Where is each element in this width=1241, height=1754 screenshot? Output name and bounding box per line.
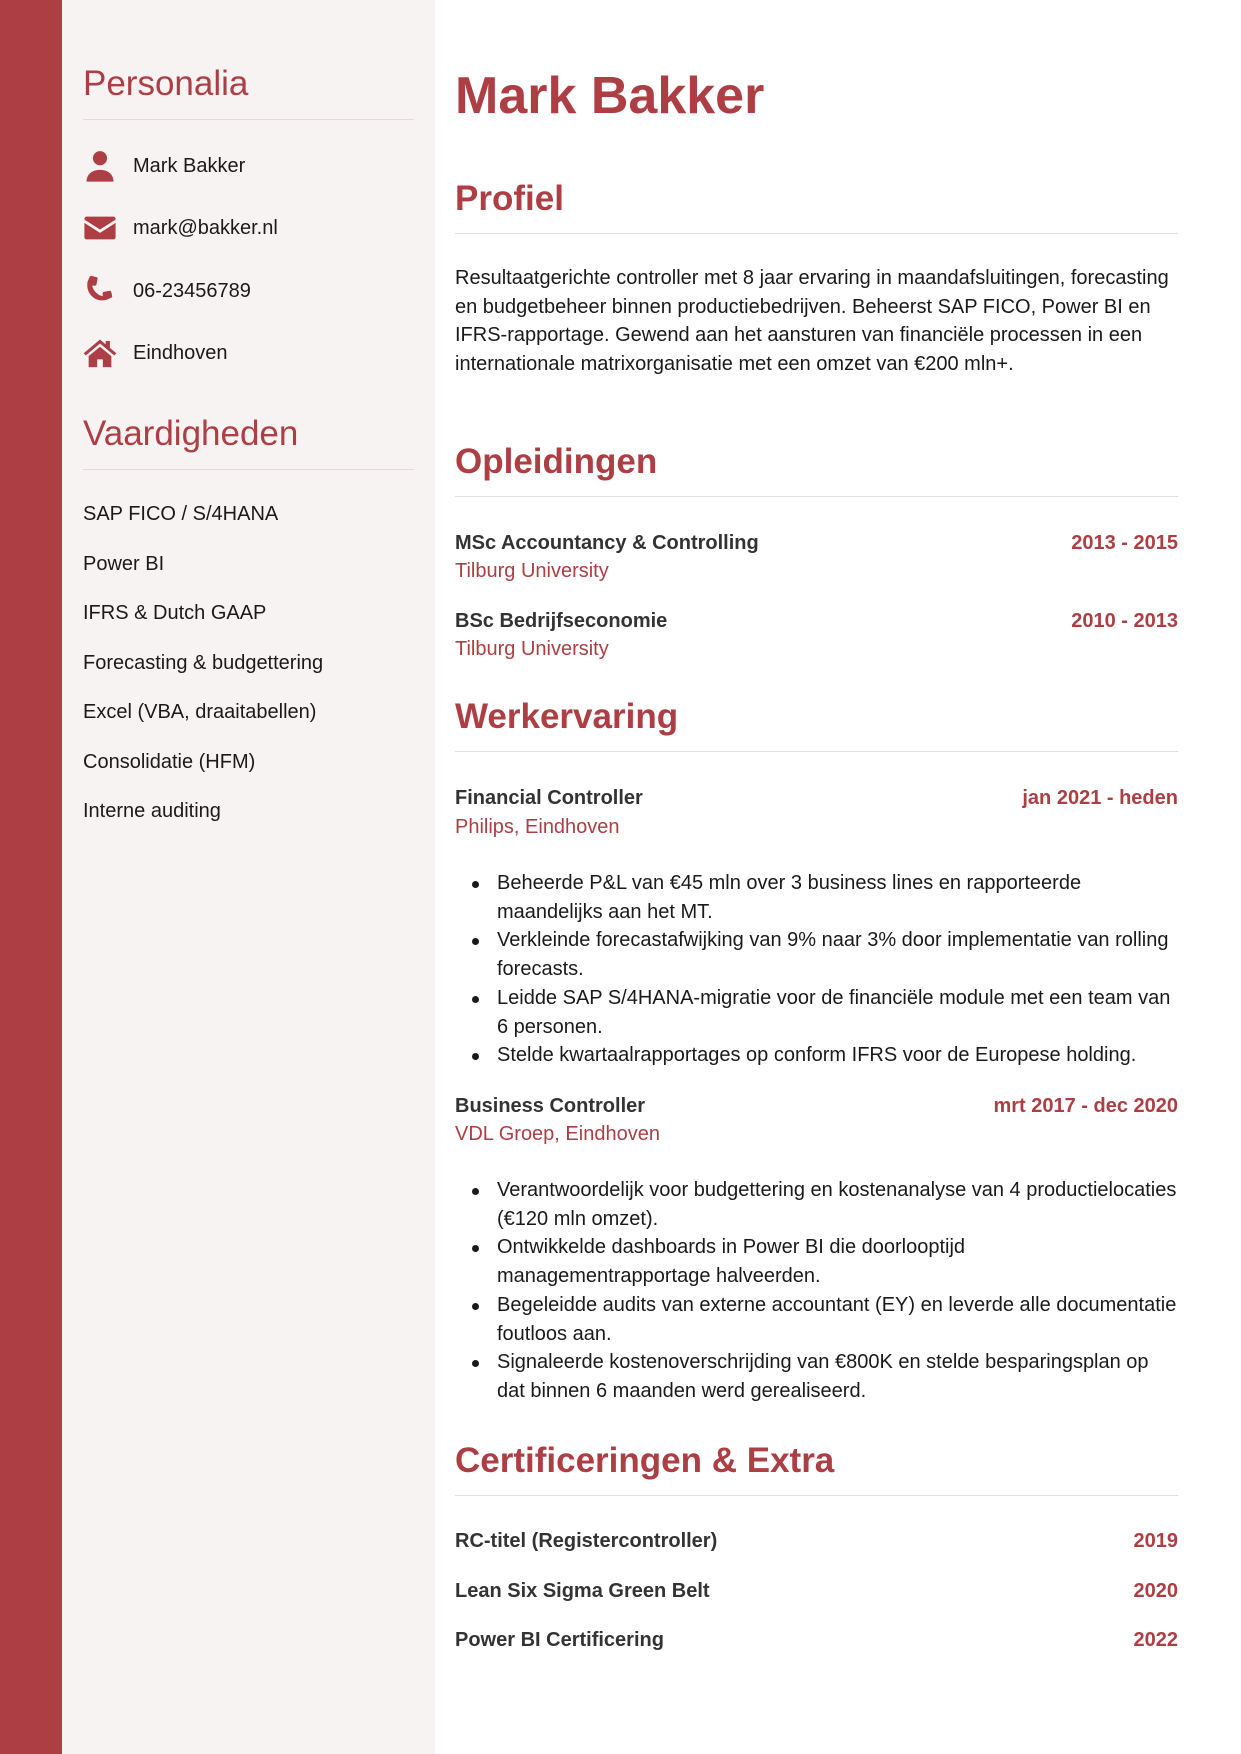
job-title: Business Controller bbox=[455, 1095, 646, 1117]
job-company: VDL Groep, Eindhoven bbox=[455, 1123, 660, 1145]
job-title: Financial Controller bbox=[455, 787, 643, 809]
skill-item: Power BI bbox=[83, 553, 165, 575]
certification-title: RC-titel (Registercontroller) bbox=[455, 1530, 718, 1552]
envelope-icon bbox=[83, 211, 117, 245]
education-school: Tilburg University bbox=[455, 638, 609, 660]
personal-city: Eindhoven bbox=[133, 341, 228, 364]
divider bbox=[455, 496, 1178, 497]
certification-year: 2020 bbox=[1133, 1580, 1178, 1602]
skill-item: Interne auditing bbox=[83, 800, 221, 822]
job-date: jan 2021 - heden bbox=[1022, 787, 1178, 809]
certifications-heading: Certificeringen & Extra bbox=[455, 1441, 835, 1480]
accent-stripe bbox=[0, 0, 62, 1754]
skill-item: Excel (VBA, draaitabellen) bbox=[83, 701, 317, 723]
home-icon bbox=[83, 336, 117, 370]
education-title: BSc Bedrijfseconomie bbox=[455, 610, 668, 632]
divider bbox=[455, 1495, 1178, 1496]
list-item: Stelde kwartaalrapportages op conform IFRS voor de Europese holding. bbox=[455, 1041, 1178, 1070]
personal-heading: Personalia bbox=[83, 64, 249, 103]
user-icon bbox=[83, 149, 117, 183]
list-item: Signaleerde kostenoverschrijding van €800K en stelde besparingsplan op dat binnen 6 maanden werd gerealiseerd. bbox=[455, 1348, 1178, 1405]
skills-heading: Vaardigheden bbox=[83, 414, 299, 453]
candidate-name: Mark Bakker bbox=[455, 67, 765, 125]
divider bbox=[83, 469, 414, 470]
list-item: Verkleinde forecastafwijking van 9% naar 3% door implementatie van rolling forecasts. bbox=[455, 926, 1178, 983]
experience-heading: Werkervaring bbox=[455, 697, 679, 736]
education-date: 2013 - 2015 bbox=[1071, 532, 1178, 554]
education-school: Tilburg University bbox=[455, 560, 609, 582]
education-title: MSc Accountancy & Controlling bbox=[455, 532, 759, 554]
personal-city-row bbox=[83, 333, 228, 373]
job-company: Philips, Eindhoven bbox=[455, 816, 620, 838]
personal-email-row bbox=[83, 208, 278, 248]
personal-name: Mark Bakker bbox=[133, 154, 246, 177]
list-item: Verantwoordelijk voor budgettering en kostenanalyse van 4 productielocaties (€120 mln omzet). bbox=[455, 1176, 1178, 1233]
personal-email[interactable]: mark@bakker.nl bbox=[133, 216, 278, 239]
certification-title: Lean Six Sigma Green Belt bbox=[455, 1580, 710, 1602]
list-item: Leidde SAP S/4HANA-migratie voor de financiële module met een team van 6 personen. bbox=[455, 984, 1178, 1041]
job-bullets bbox=[455, 869, 1178, 1070]
certification-title: Power BI Certificering bbox=[455, 1629, 664, 1651]
profile-heading: Profiel bbox=[455, 179, 564, 218]
certification-year: 2019 bbox=[1133, 1530, 1178, 1552]
job-date: mrt 2017 - dec 2020 bbox=[993, 1095, 1178, 1117]
skill-item: Consolidatie (HFM) bbox=[83, 751, 256, 773]
phone-icon bbox=[83, 274, 117, 308]
list-item: Ontwikkelde dashboards in Power BI die doorlooptijd managementrapportage halveerden. bbox=[455, 1233, 1178, 1290]
sidebar bbox=[62, 0, 435, 1754]
personal-phone[interactable]: 06-23456789 bbox=[133, 279, 251, 302]
skill-item: Forecasting & budgettering bbox=[83, 652, 324, 674]
education-heading: Opleidingen bbox=[455, 442, 658, 481]
list-item: Begeleidde audits van externe accountant (EY) en leverde alle documentatie foutloos aan. bbox=[455, 1291, 1178, 1348]
job-bullets bbox=[455, 1176, 1178, 1406]
personal-name-row bbox=[83, 146, 246, 186]
skill-item: IFRS & Dutch GAAP bbox=[83, 602, 267, 624]
profile-text: Resultaatgerichte controller met 8 jaar ervaring in maandafsluitingen, forecasting en budgetbeheer binnen productiebedrijven. Beheerst SAP FICO, Power BI en IFRS-rapportage. Gewend aan het aansturen van financiële processen in een internationale matrixorganisatie met een omzet van €200 mln+. bbox=[455, 267, 1169, 375]
list-item: Beheerde P&L van €45 mln over 3 business lines en rapporteerde maandelijks aan het MT. bbox=[455, 869, 1178, 926]
certification-year: 2022 bbox=[1133, 1629, 1178, 1651]
divider bbox=[455, 233, 1178, 234]
education-date: 2010 - 2013 bbox=[1071, 610, 1178, 632]
divider bbox=[455, 751, 1178, 752]
divider bbox=[83, 119, 414, 120]
personal-phone-row bbox=[83, 271, 251, 311]
skill-item: SAP FICO / S/4HANA bbox=[83, 503, 279, 525]
